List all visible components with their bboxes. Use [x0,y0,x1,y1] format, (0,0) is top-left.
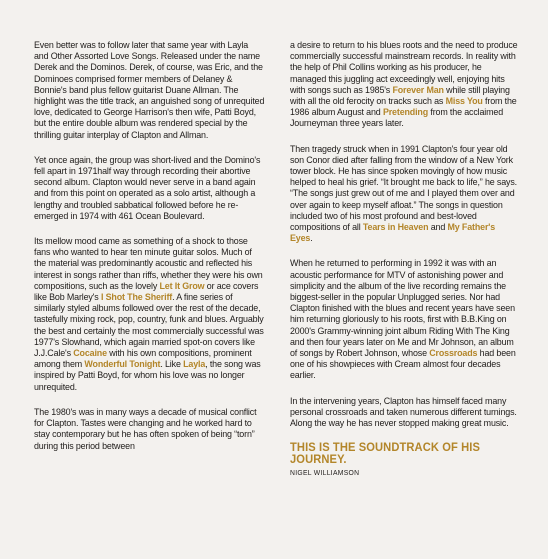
closing-statement: THIS IS THE SOUNDTRACK OF HIS JOURNEY. [290,442,480,466]
text-run: , the song was inspired by Patti Boyd, for whom his love was no longer unrequited. [34,359,261,392]
paragraph [290,396,519,430]
song-title: Pretending [382,107,429,118]
text-run: The 1980's was in many ways a decade of musical conflict for Clapton. Tastes were changing and he worked hard to stay contemporary but he has often spoken of being “torn” during this period between [34,406,257,451]
text-run: had been one of his showpieces with Cream almost four decades earlier. [290,348,516,381]
song-title: Layla [183,359,206,370]
text-run: . A fine series of similarly styled albums followed over the rest of the decade, tastefully mixing rock, pop, country, funk and blues. Arguably the best and certainly the most commercially successful was 1977's Slowhand, which again married spot-on covers like J.J.Cale's [34,292,264,359]
song-title: Tears in Heaven [362,222,429,233]
left-column [34,40,265,466]
text-run: with his own compositions, prominent among them [34,348,252,370]
song-title: Wonderful Tonight [84,359,161,370]
paragraph [34,407,265,452]
text-run: and [428,222,448,233]
song-title: Miss You [445,96,483,107]
song-title: Cocaine [73,348,107,359]
text-run: from the acclaimed Journeyman three years later. [290,107,504,129]
paragraph [290,144,519,245]
song-title: Crossroads [429,348,478,359]
text-run: . [310,233,313,244]
text-run: Its mellow mood came as something of a shock to those fans who wanted to hear ten minute guitar solos. Much of the material was predominantly acoustic and reflected his interest in songs rather than riffs, whether they were his own compositions, such as the lovely [34,236,263,291]
text-run: Even better was to follow later that same year with Layla and Other Assorted Love Songs. Released under the name Derek and the Dominos. Derek, of course, was Eric, and the Dominoes comprised former members of Delaney & Bonnie's band plus fellow guitarist Duane Allman. The highlight was the title track, an anguished song of unrequited love, dedicated to George Harrison's then wife, Patti Boyd, but the entire double album was rendered special by the thrilling guitar interplay of Clapton and Allman. [34,40,265,140]
song-title: Forever Man [392,84,444,95]
text-run: or ace covers like Bob Marley's [34,280,259,303]
text-run: When he returned to performing in 1992 it was with an acoustic performance for MTV of astonishing power and simplicity and the album of the live recording remains the biggest-seller in the popular Unplugged series. Nor had Clapton finished with the blues and recent years have seen him returning gloriously to his roots, first with B.B.King on 2000's Grammy-winning joint album Riding With The King and then four years later on Me and Mr Johnson, an album of songs by Robert Johnson, whose [290,258,515,359]
paragraph [290,40,519,130]
text-run: Then tragedy struck when in 1991 Clapton's four year old son Conor died after falling from the window of a New York tower block. He has since spoken movingly of how music helped to heal his grief. “It brought me back to life,” he says. “The songs just grew out of me and I played them over and over again to keep myself afloat.” The songs in question included two of his most profound and best-loved compositions of all [290,143,517,233]
text-run: In the intervening years, Clapton has himself faced many personal crossroads and taken numerous different turnings. Along the way he has never stopped making great music. [290,395,517,429]
paragraph [34,155,265,222]
paragraph [34,40,265,141]
song-title: My Father's Eyes [290,222,496,244]
author-credit: NIGEL WILLIAMSON [290,469,360,477]
text-run: a desire to return to his blues roots and the need to produce commercially successful mainstream records. In reality with the help of Phil Collins working as his producer, he managed this juggling act exceedingly well, enjoying hits with songs such as 1985's [290,40,518,95]
text-run: . Like [160,359,184,370]
song-title: Let It Grow [159,280,205,291]
text-run: Yet once again, the group was short-lived and the Domino's fell apart in 1971half way through recording their abortive second album. Clapton would never serve in a band again and from this point on operated as a solo artist, although a lengthy and troubled sabbatical followed before he re-emerged in 1974 with 461 Ocean Boulevard. [34,154,261,221]
paragraph [34,236,265,393]
paragraph [290,258,519,381]
text-run: while still playing with all the old ferocity on tracks such as [290,84,510,107]
right-column [290,40,519,493]
text-run: from the 1986 album August and [290,96,517,118]
song-title: I Shot The Sheriff [100,292,173,303]
